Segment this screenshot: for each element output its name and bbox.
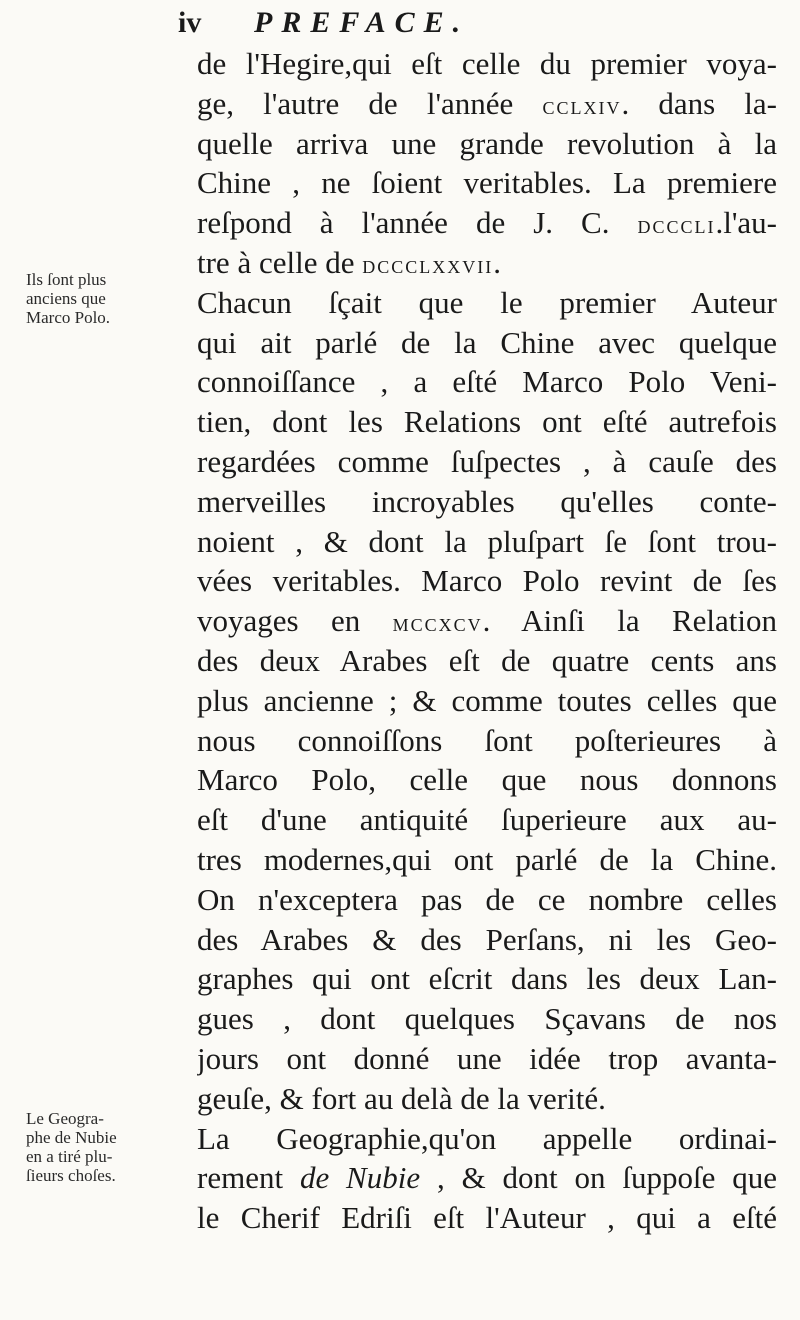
running-title: PREFACE. — [254, 6, 470, 39]
margin-note-line: Ils ſont plus — [26, 270, 107, 289]
text-line: ge, l'autre de l'année cclxiv. dans la- — [197, 85, 777, 121]
main-text — [197, 44, 777, 1238]
margin-note-line: Le Geogra- — [26, 1109, 104, 1128]
text-line: qui ait parlé de la Chine avec quelque — [197, 324, 777, 360]
text-line: le Cherif Edriſi eſt l'Auteur , qui a eſté — [197, 1200, 777, 1236]
text-line: noient , & dont la pluſpart ſe ſont trou- — [197, 523, 777, 559]
text-line: gues , dont quelques Sçavans de nos — [197, 1001, 777, 1037]
margin-note-line: anciens que — [26, 289, 106, 308]
margin-note-line: en a tiré plu- — [26, 1147, 113, 1166]
text-line: reſpond à l'année de J. C. dccclı.l'au- — [197, 205, 777, 241]
margin-note-line: ſieurs choſes. — [26, 1166, 116, 1185]
text-line: geuſe, & fort au delà de la verité. — [197, 1080, 606, 1116]
margin-note-marco-polo — [26, 270, 196, 327]
text-line: Chacun ſçait que le premier Auteur — [197, 284, 777, 320]
text-line: On n'exceptera pas de ce nombre celles — [197, 881, 777, 917]
text-line: jours ont donné une idée trop avanta- — [197, 1040, 777, 1076]
margin-note-geographe — [26, 1109, 196, 1185]
text-line: merveilles incroyables qu'elles conte- — [197, 483, 777, 519]
text-line: rement de Nubie , & dont on ſuppoſe que — [197, 1160, 777, 1196]
running-header — [178, 4, 738, 44]
page-number: iv — [178, 6, 202, 39]
text-line: eſt d'une antiquité ſuperieure aux au- — [197, 802, 777, 838]
text-line: plus ancienne ; & comme toutes celles que — [197, 682, 777, 718]
text-line: des deux Arabes eſt de quatre cents ans — [197, 642, 777, 678]
text-line: Marco Polo, celle que nous donnons — [197, 762, 777, 798]
text-line: tres modernes,qui ont parlé de la Chine. — [197, 841, 777, 877]
text-line: voyages en mccxcv. Ainſi la Relation — [197, 603, 777, 639]
text-line: de l'Hegire,qui eſt celle du premier voya- — [197, 46, 777, 81]
text-line: La Geographie,qu'on appelle ordinai- — [197, 1120, 777, 1156]
text-line: connoiſſance , a eſté Marco Polo Veni- — [197, 364, 777, 400]
text-line: vées veritables. Marco Polo revint de ſes — [197, 563, 777, 599]
text-line: graphes qui ont eſcrit dans les deux Lan- — [197, 961, 777, 997]
text-line: Chine , ne ſoient veritables. La premiere — [197, 165, 777, 201]
text-line: tien, dont les Relations ont eſté autrefois — [197, 404, 777, 440]
text-line: quelle arriva une grande revolution à la — [197, 125, 777, 161]
margin-note-line: phe de Nubie — [26, 1128, 117, 1147]
margin-note-line: Marco Polo. — [26, 308, 111, 327]
text-line: tre à celle de dccclxxvıı. — [197, 244, 501, 280]
text-line: regardées comme ſuſpectes , à cauſe des — [197, 443, 777, 479]
text-line: des Arabes & des Perſans, ni les Geo- — [197, 921, 777, 957]
text-line: nous connoiſſons ſont poſterieures à — [197, 722, 777, 758]
